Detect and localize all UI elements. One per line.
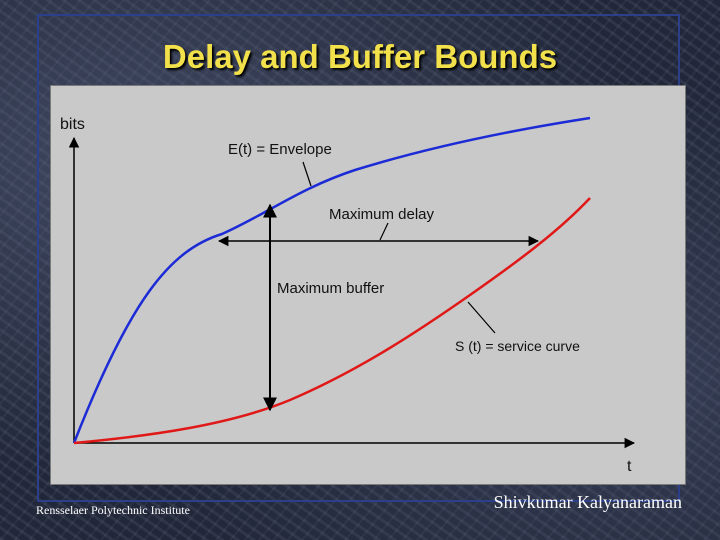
x-axis-label: t <box>627 458 632 475</box>
envelope-label: E(t) = Envelope <box>228 141 332 158</box>
service-curve-label: S (t) = service curve <box>455 338 580 354</box>
institution-footer: Rensselaer Polytechnic Institute <box>36 503 190 517</box>
service-curve <box>74 198 590 443</box>
author-footer: Shivkumar Kalyanaraman <box>493 492 682 512</box>
envelope-pointer <box>303 162 311 186</box>
service-curve-pointer <box>468 302 495 333</box>
y-axis-label: bits <box>60 116 85 133</box>
max-delay-pointer <box>380 223 388 240</box>
slide-title: Delay and Buffer Bounds <box>162 38 558 75</box>
max-delay-label: Maximum delay <box>329 206 435 223</box>
max-buffer-label: Maximum buffer <box>277 280 385 297</box>
